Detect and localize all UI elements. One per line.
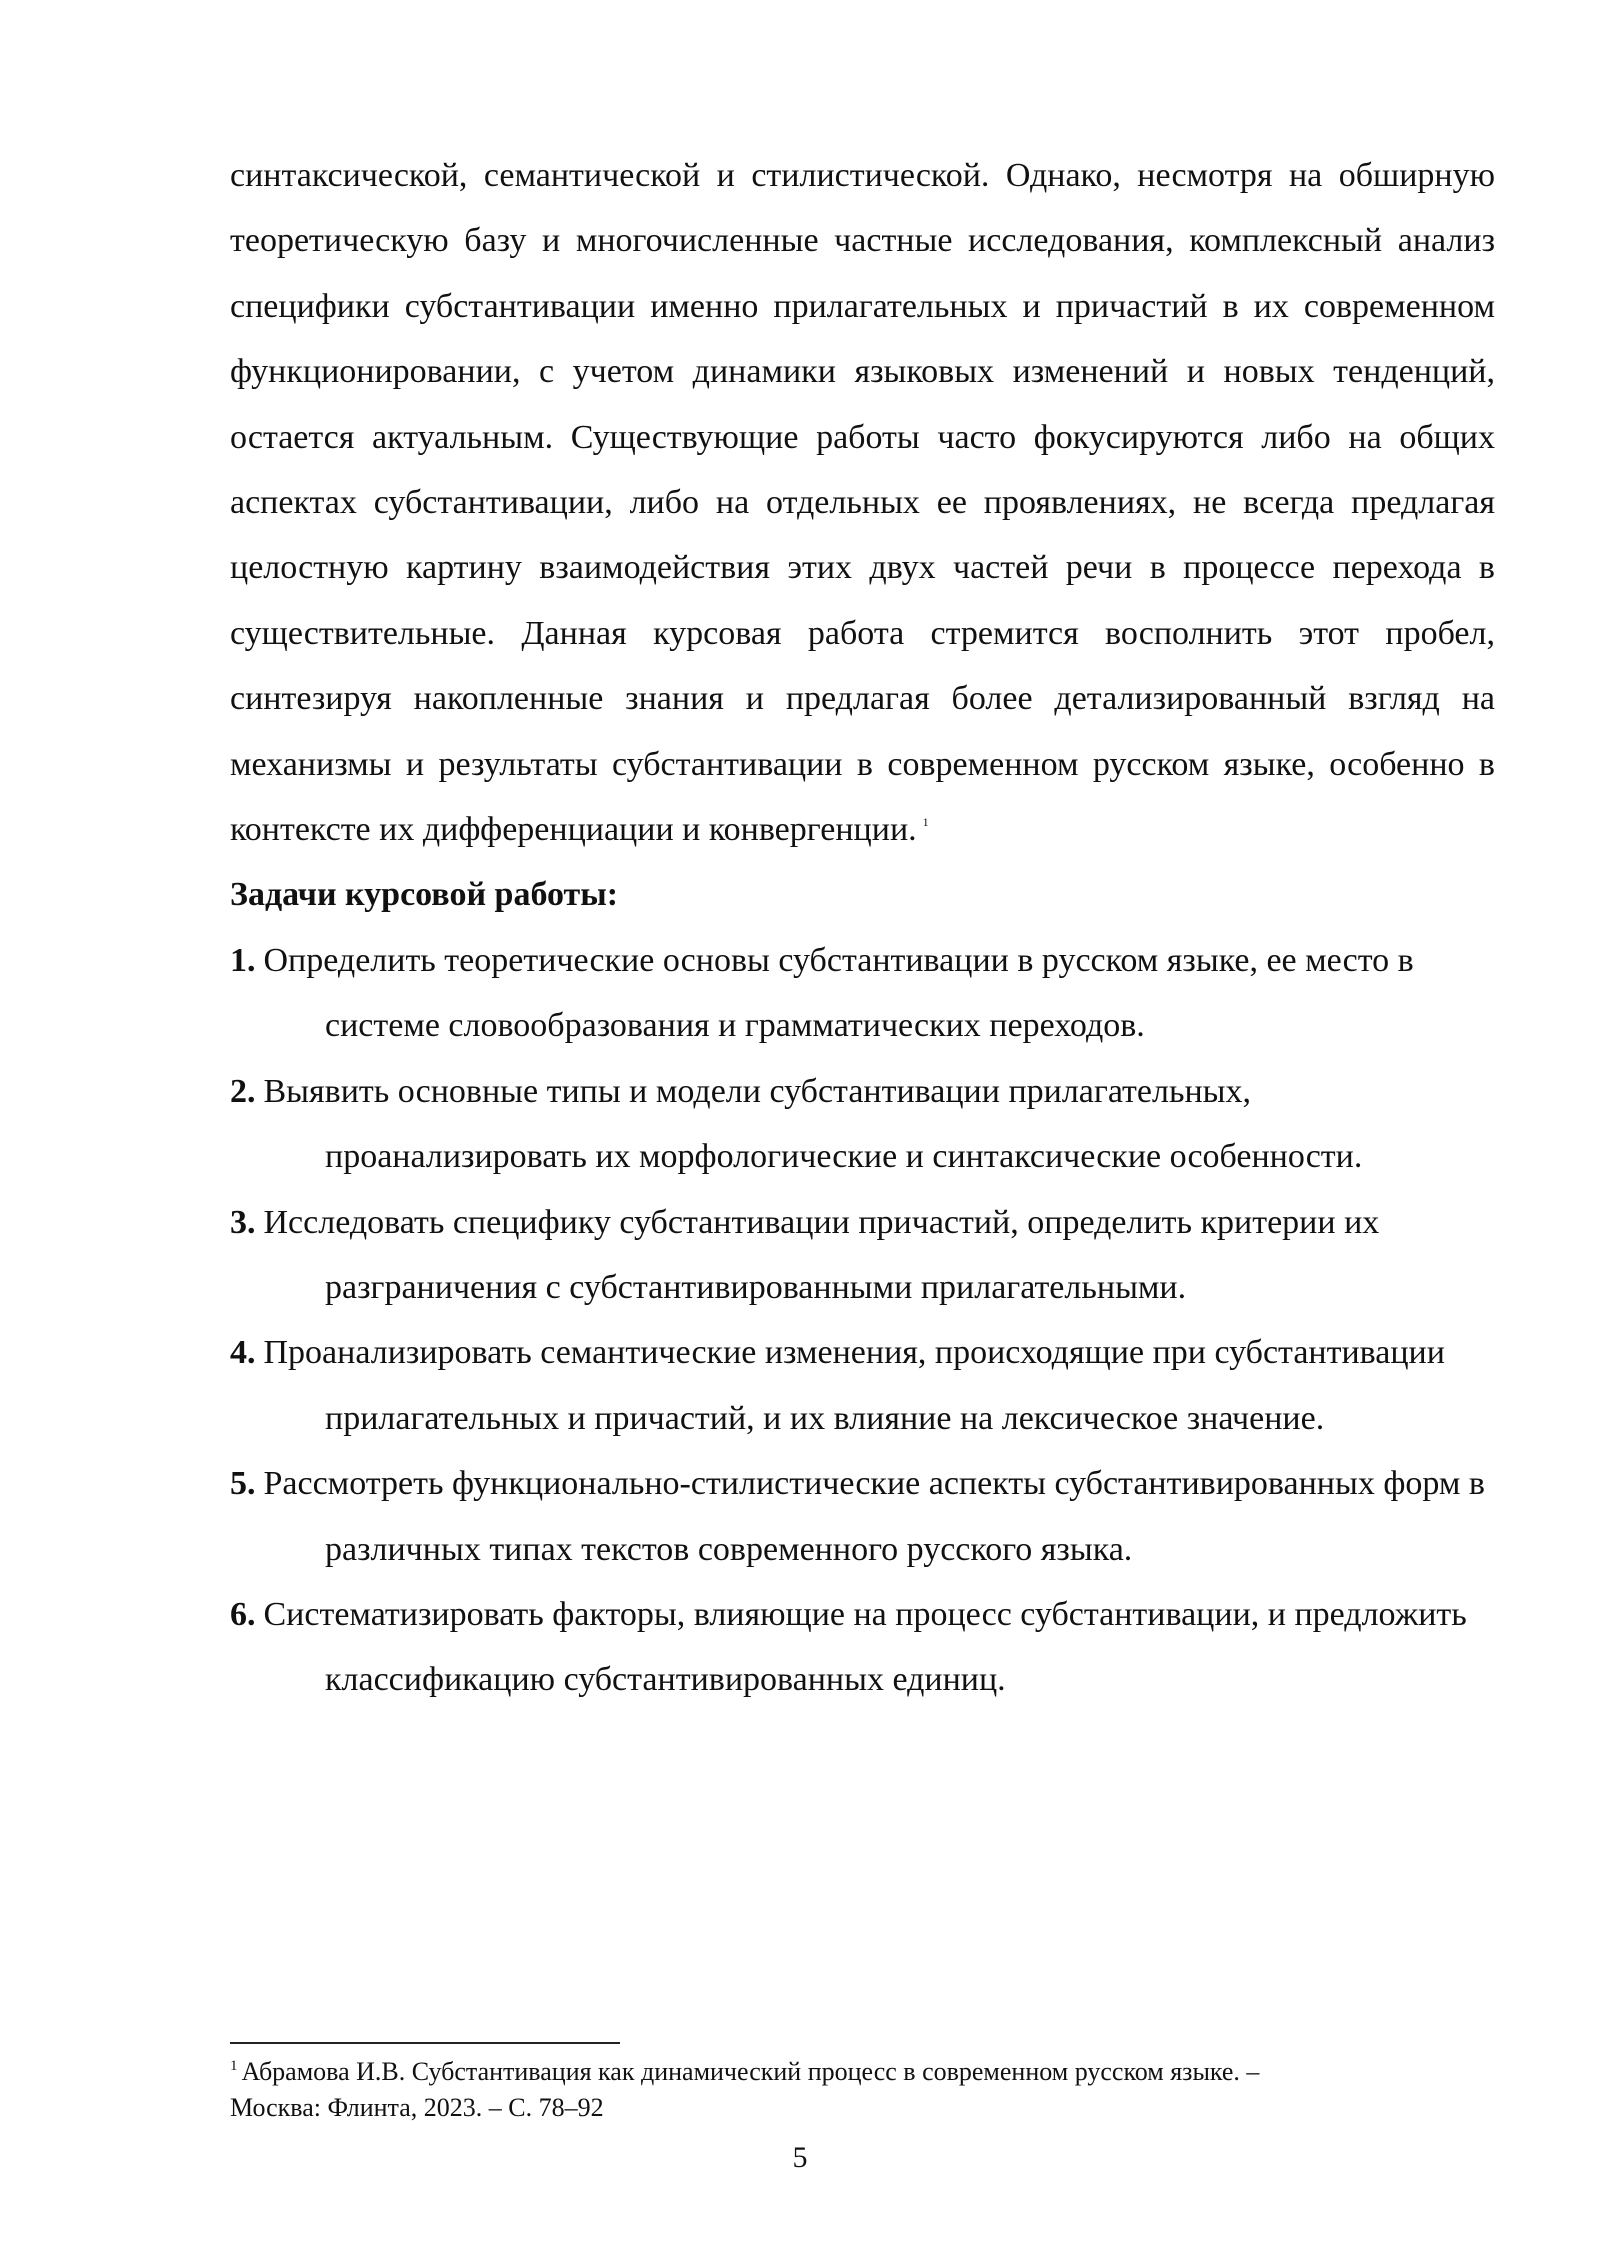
intro-paragraph-text: синтаксической, семантической и стилистической. Однако, несмотря на обширную теоретическую базу и многочисленные частные исследования, комплексный анализ специфики субстантивации именно прилагательных и причастий в их современном функционировании, с учетом динамики языковых изменений и новых тенденций, остается актуальным. Существующие работы часто фокусируются либо на общих аспектах субстантивации, либо на отдельных ее проявлениях, не всегда предлагая целостную картину взаимодействия этих двух частей речи в процессе перехода в существительные. Данная курсовая работа стремится восполнить этот пробел, синтезируя накопленные знания и предлагая более детализированный взгляд на механизмы и результаты субстантивации в современном русском языке, особенно в контексте их дифференциации и конвергенции. bbox=[230, 157, 1495, 849]
main-text-block bbox=[230, 143, 1495, 1713]
task-text: Определить теоретические основы субстантивации в русском языке, ее место в системе словообразования и грамматических переходов. bbox=[263, 941, 1414, 1045]
footnote-text-line-2: Москва: Флинта, 2023. – С. 78–92 bbox=[230, 2093, 604, 2122]
task-number: 3. bbox=[230, 1203, 256, 1241]
list-item bbox=[230, 1582, 1495, 1713]
task-number: 1. bbox=[230, 941, 256, 979]
tasks-heading: Задачи курсовой работы: bbox=[230, 876, 619, 914]
list-item bbox=[230, 1059, 1495, 1190]
task-number: 2. bbox=[230, 1072, 256, 1110]
task-number: 4. bbox=[230, 1334, 256, 1372]
footnote-separator bbox=[230, 2042, 620, 2044]
footnote bbox=[230, 2054, 1495, 2126]
footnote-line-1 bbox=[230, 2054, 1495, 2090]
task-text: Рассмотреть функционально-стилистические аспекты субстантивированных форм в различных типах текстов современного русского языка. bbox=[263, 1465, 1485, 1568]
intro-paragraph bbox=[230, 143, 1495, 862]
list-item bbox=[230, 1190, 1495, 1321]
task-text: Исследовать специфику субстантивации причастий, определить критерии их разграничения с субстантивированными прилагательными. bbox=[263, 1203, 1380, 1306]
tasks-list bbox=[230, 928, 1495, 1713]
task-text: Выявить основные типы и модели субстантивации прилагательных, проанализировать их морфологические и синтаксические особенности. bbox=[263, 1072, 1363, 1176]
list-item bbox=[230, 928, 1495, 1059]
task-number: 6. bbox=[230, 1595, 256, 1633]
list-item bbox=[230, 1451, 1495, 1582]
task-text: Проанализировать семантические изменения, происходящие при субстантивации прилагательных и причастий, и их влияние на лексическое значение. bbox=[263, 1334, 1445, 1437]
page-number: 5 bbox=[792, 2141, 808, 2174]
footnote-text-line-1: Абрамова И.В. Субстантивация как динамический процесс в современном русском языке. – bbox=[241, 2057, 1260, 2086]
task-text: Систематизировать факторы, влияющие на процесс субстантивации, и предложить классификацию субстантивированных единиц. bbox=[263, 1595, 1467, 1699]
footnote-number: 1 bbox=[230, 2058, 238, 2074]
list-item bbox=[230, 1320, 1495, 1451]
task-number: 5. bbox=[230, 1465, 256, 1503]
footnote-reference: 1 bbox=[922, 815, 929, 830]
